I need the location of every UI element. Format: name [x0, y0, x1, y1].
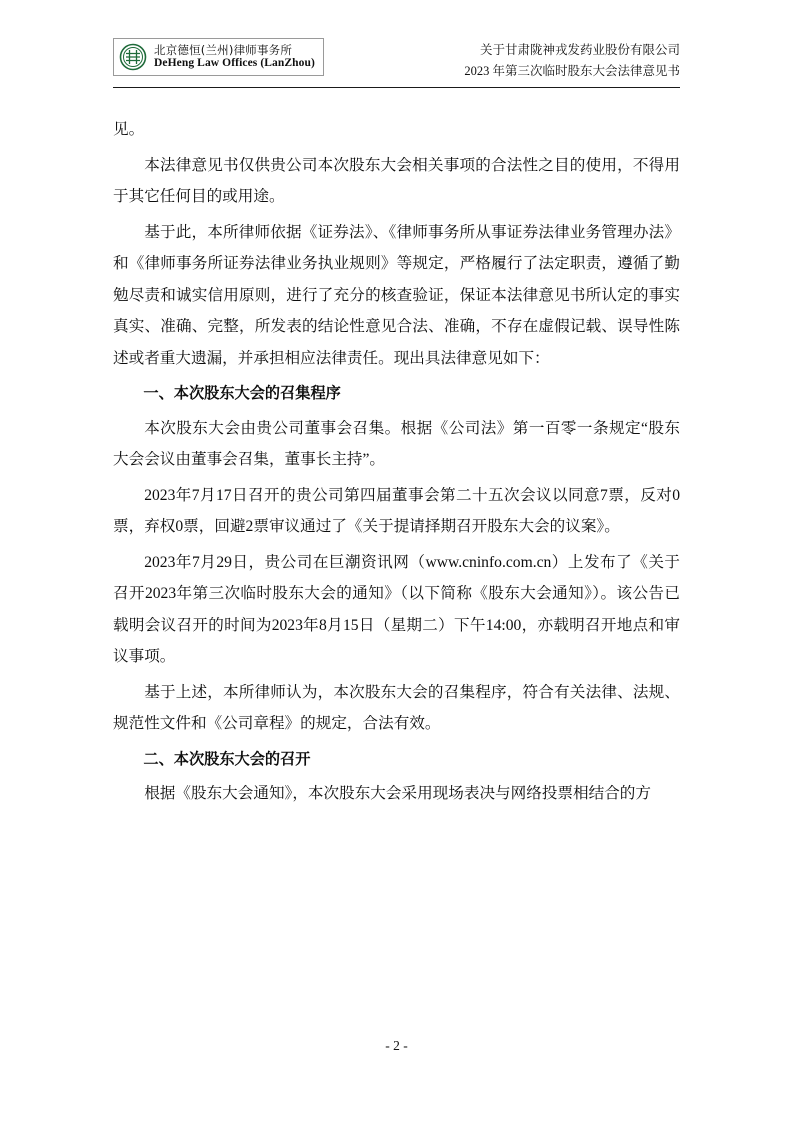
- law-firm-identity: [113, 38, 324, 76]
- section-heading-convening-procedure: 一、本次股东大会的召集程序: [143, 384, 341, 403]
- document-title-block: [464, 38, 680, 81]
- page-content: [113, 38, 680, 814]
- paragraph-continuation: 见。: [113, 121, 145, 139]
- paragraph-convened-by-board: 本次股东大会由贵公司董事会召集。根据《公司法》第一百零一条规定“股东大会会议由董事会召集，董事长主持”。: [113, 419, 680, 469]
- section-heading-holding-meeting: 二、本次股东大会的召开: [143, 749, 311, 768]
- paragraph-legal-basis: 基于此，本所律师依据《证券法》、《律师事务所从事证券法律业务管理办法》和《律师事务所证券法律业务执业规则》等规定，严格履行了法定职责，遵循了勤勉尽责和诚实信用原则，进行了充分的核查验证，保证本法律意见书所认定的事实真实、准确、完整，所发表的结论性意见合法、准确，不存在虚假记载、误导性陈述或者重大遗漏，并承担相应法律责任。现出具法律意见如下：: [113, 223, 680, 367]
- document-title-line2: 2023 年第三次临时股东大会法律意见书: [464, 63, 680, 78]
- page-number: - 2 -: [385, 1038, 408, 1053]
- paragraph-notice-announcement: 2023年7月29日，贵公司在巨潮资讯网（www.cninfo.com.cn）上发布了《关于召开2023年第三次临时股东大会的通知》（以下简称《股东大会通知》）。该公告已载明会议召开的时间为2023年8月15日（星期二）下午14:00，亦载明召开地点和审议事项。: [113, 553, 680, 666]
- law-firm-name-en: DeHeng Law Offices (LanZhou): [154, 57, 315, 69]
- law-firm-name-cn: 北京德恒(兰州)律师事务所: [154, 42, 293, 57]
- paragraph-voting-method: 根据《股东大会通知》，本次股东大会采用现场表决与网络投票相结合的方: [144, 785, 651, 803]
- deheng-emblem-icon: [119, 43, 147, 71]
- paragraph-board-resolution-votes: 2023年7月17日召开的贵公司第四届董事会第二十五次会议以同意7票，反对0票，弃权0票，回避2票审议通过了《关于提请择期召开股东大会的议案》。: [113, 486, 680, 536]
- document-body: [113, 114, 680, 810]
- paragraph-conclusion-convening: 基于上述，本所律师认为，本次股东大会的召集程序，符合有关法律、法规、规范性文件和《公司章程》的规定，合法有效。: [113, 683, 680, 733]
- document-title-line1: 关于甘肃陇神戎发药业股份有限公司: [479, 43, 680, 57]
- paragraph-usage-scope: 本法律意见书仅供贵公司本次股东大会相关事项的合法性之目的使用，不得用于其它任何目的或用途。: [113, 156, 680, 206]
- law-firm-names: [154, 44, 315, 70]
- document-header: [113, 38, 680, 88]
